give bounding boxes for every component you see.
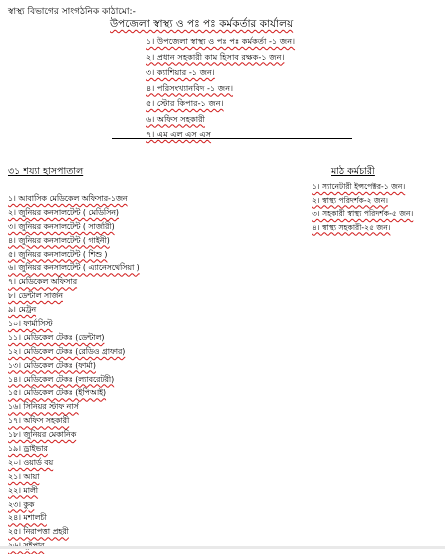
list-item: ৭। এম এল এস এস	[146, 129, 212, 139]
list-item: ১৫। মেডিকেল টেকঃ (ইপিআই)	[8, 388, 107, 398]
list-item: ৯। মেট্রন	[8, 305, 37, 315]
list-item: ২৪। মশালচী	[8, 513, 47, 523]
list-item: ১৮। জুনিয়র মেকানিক	[8, 430, 77, 440]
list-item: ৫। স্টোর কিপার-১ জন।	[146, 98, 224, 108]
list-item: ১২। মেডিকেল টেকঃ (রেডিও গ্রাফার)	[8, 346, 126, 356]
list-item: ১। আবাসিক মেডিকেল অফিসার-১জন	[8, 194, 128, 203]
list-item: ১। উপজেলা স্বাস্থ্য ও পঃ পঃ কর্মকর্তা -১ জন।	[146, 36, 296, 46]
list-item: ৩। ক্যাশিয়ার -১ জন।	[146, 67, 215, 77]
org-structure-heading: স্বাস্থ্য বিভাগের সাংগঠনিক কাঠামো:-	[8, 7, 136, 17]
list-item: ১৪। মেডিকেল টেকঃ (ল্যাবরেটরী)	[8, 374, 115, 384]
office-title: উপজেলা স্বাস্থ্য ও পঃ পঃ কর্মকর্তার কার্যালয়	[110, 18, 294, 30]
list-item: ৪। পরিসংখ্যানবিদ -১ জন।	[146, 82, 234, 93]
field-staff-list	[312, 181, 413, 235]
list-item: ২২। মালী	[8, 485, 39, 495]
list-item: ৬। জুনিয়র কনসালটেন্ট ( এ্যানেসথেসিয়া )	[8, 263, 140, 273]
hospital-staff-list	[8, 193, 140, 554]
section-divider	[112, 138, 352, 139]
hospital-title: ৩১ শয্যা হাসপাতাল	[8, 166, 84, 177]
list-item: ১। স্যানেটারী ইন্সপেক্টর-১ জন।	[312, 182, 406, 191]
list-item: ২। প্রধান সহকারী কাম হিসাব রক্ষক-১ জন।	[146, 51, 285, 62]
field-staff-title: মাঠ কর্মচারী	[331, 166, 375, 177]
list-item: ১৭। অফিস সহকারী	[8, 416, 70, 426]
list-item: ২০। ওয়ার্ড বয়	[8, 457, 54, 467]
list-item: ৩। সহকারী স্বাস্থ্য পরিদর্শক-৫ জন।	[312, 209, 414, 218]
list-item: ৪। স্বাস্থ্য সহকারী-২৫ জন।	[312, 222, 391, 232]
list-item: ৩। জুনিয়র কনসালটেন্ট ( সার্জারী)	[8, 221, 115, 231]
list-item: ২। স্বাস্থ্য পরিদর্শক-২ জন।	[312, 195, 388, 205]
list-item: ১৯। ড্রাইভার	[8, 444, 48, 454]
list-item: ৮। ডেন্টাল সার্জন	[8, 291, 63, 301]
list-item: ১৬। সিনিয়র স্টাফ নার্স	[8, 402, 79, 412]
list-item: ২১। আয়া	[8, 471, 40, 481]
list-item: ৬। অফিস সহকারী	[146, 113, 205, 124]
list-item: ১০। ফার্মাসিস্ট	[8, 319, 53, 329]
list-item: ৪। জুনিয়র কনসালটেন্ট ( গাইনী)	[8, 235, 110, 245]
list-item: ৭। মেডিকেল অফিসার	[8, 277, 78, 287]
list-item: ১১। মেডিকেল টেকঃ (ডেন্টাল)	[8, 332, 105, 342]
list-item: ২৩। কুক	[8, 499, 35, 509]
list-item: ২। জুনিয়র কনসালটেন্ট ( মেডিসিন)	[8, 207, 119, 217]
office-staff-list	[146, 36, 295, 145]
list-item: ৫। জুনিয়র কনসালটেন্ট ( শিশু )	[8, 249, 108, 259]
list-item: ২৫। নিরাপত্তা প্রহরী	[8, 527, 69, 537]
list-item: ১৩। মেডিকেল টেকঃ (ফার্মা)	[8, 360, 96, 370]
